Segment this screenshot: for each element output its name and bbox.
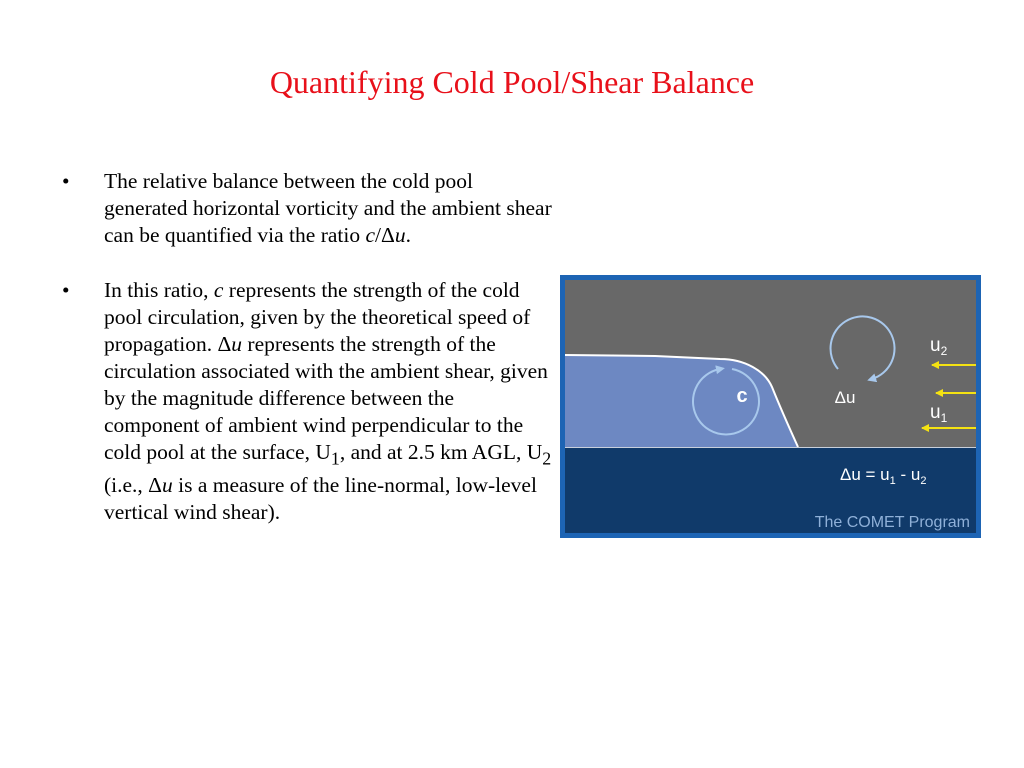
bullet-list (62, 168, 552, 554)
ratio-slash-delta: /Δ (375, 223, 395, 247)
comet-credit: The COMET Program (814, 514, 970, 531)
bullet-ratio-explanation (62, 277, 552, 526)
u1-label-sub: 1 (940, 411, 948, 425)
shear-equation (840, 465, 926, 487)
u2-label-base: u (930, 335, 941, 356)
c-label: c (736, 385, 748, 407)
eq-mid: - u (895, 465, 921, 484)
variable-c: c (213, 278, 224, 302)
bullet-marker: • (62, 278, 70, 302)
ratio-u: u (394, 223, 406, 247)
du-label: Δu (834, 388, 856, 407)
bullet-text-end: . (405, 223, 411, 247)
u1-label-base: u (930, 402, 941, 423)
bullet-text: The relative balance between the cold pool generated horizontal vorticity and the ambient shear can be quantified via the ratio (104, 169, 552, 247)
cold-pool-shear-diagram (560, 275, 981, 538)
bullet-ratio-definition (62, 168, 552, 249)
bullet-marker: • (62, 169, 70, 193)
slide-title: Quantifying Cold Pool/Shear Balance (269, 64, 755, 100)
bullet-text: represents the strength of the circulation associated with the ambient shear, given by the magnitude difference between the component of ambient wind perpendicular to the cold pool at the surface, U (104, 332, 548, 464)
variable-u: u (231, 332, 243, 356)
bullet-text: In this ratio, (104, 278, 214, 302)
bullet-text: is a measure of the line-normal, low-level vertical wind shear). (104, 473, 537, 525)
bullet-text: , and at 2.5 km AGL, U (339, 440, 543, 464)
ratio-c: c (365, 223, 376, 247)
bullet-text: represents the strength of the cold pool circulation, given by the theoretical speed of propagation. Δ (104, 278, 531, 356)
bullet-text: (i.e., Δ (104, 473, 163, 498)
subscript-2: 2 (542, 448, 552, 469)
variable-u: u (162, 473, 173, 498)
u2-label-sub: 2 (940, 344, 948, 358)
eq-main: Δu = u (840, 465, 890, 484)
eq-sub2: 2 (920, 475, 927, 487)
subscript-1: 1 (330, 448, 340, 469)
eq-sub1: 1 (889, 475, 896, 487)
